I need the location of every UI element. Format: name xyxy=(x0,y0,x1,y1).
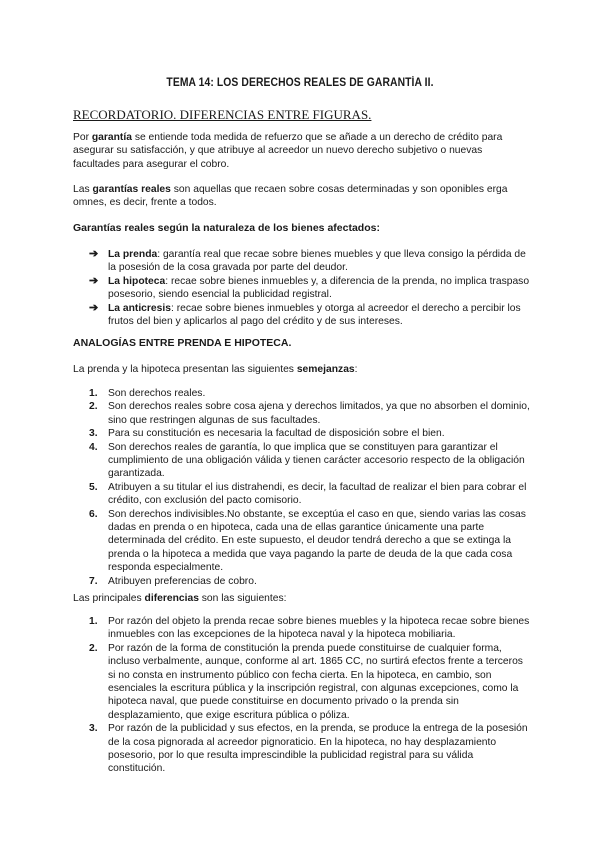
item-number: 2. xyxy=(89,642,98,654)
para2-bold-term: garantías reales xyxy=(92,184,171,195)
para1-pre: Por xyxy=(73,132,92,143)
arrow-icon: ➔ xyxy=(89,301,99,314)
garantia-text: : garantía real que recae sobre bienes muebles y que lleva consigo la pérdida de la posesión de la cosa gravada por parte del deudor. xyxy=(108,249,526,274)
analogias-heading: ANALOGÍAS ENTRE PRENDA E HIPOTECA. xyxy=(73,337,292,349)
semejanzas-list xyxy=(89,387,531,588)
semejanzas-intro-post: : xyxy=(354,364,358,375)
list-item xyxy=(89,575,531,588)
item-number: 5. xyxy=(89,481,98,493)
garantia-term: La prenda xyxy=(108,249,158,260)
garantia-term: La hipoteca xyxy=(108,275,166,287)
list-item xyxy=(89,387,531,400)
item-text: Son derechos reales sobre cosa ajena y derechos limitados, ya que no absorben el dominio, sino que restringen algunas de sus facultades. xyxy=(108,401,530,426)
item-number: 1. xyxy=(89,616,98,627)
para1-post: se entiende toda medida de refuerzo que se añade a un derecho de crédito para asegurar su satisfacción, y que atribuye al acreedor un nuevo derecho subjetivo o nuevas facultades para asegurar el cobro. xyxy=(73,132,503,170)
naturaleza-heading: Garantías reales según la naturaleza de los bienes afectados: xyxy=(73,222,380,234)
item-text: Por razón del objeto la prenda recae sobre bienes muebles y la hipoteca recae sobre bienes inmuebles con las excepciones de la hipoteca naval y la hipoteca mobiliaria. xyxy=(108,616,530,641)
item-text: Son derechos indivisibles.No obstante, se exceptúa el caso en que, siendo varias las cosas dadas en prenda o en hipoteca, cada una de ellas garantice únicamente una parte determinada del crédito. En este supuesto, el deudor tendrá derecho a que se extinga la prenda o la hipoteca a medida que vaya pagando la parte de deuda de la que cada cosa responda especialmente. xyxy=(108,508,526,574)
diferencias-intro-bold: diferencias xyxy=(144,593,199,604)
list-item xyxy=(89,275,531,302)
diferencias-list xyxy=(89,615,531,776)
diferencias-intro-post: son las siguientes: xyxy=(198,593,287,604)
item-number: 1. xyxy=(89,388,98,399)
para1-bold-term: garantía xyxy=(91,132,132,143)
semejanzas-intro-pre: La prenda y la hipoteca presentan las siguientes xyxy=(73,364,297,375)
diferencias-intro xyxy=(73,592,531,605)
paragraph-garantia xyxy=(73,131,531,171)
item-number: 4. xyxy=(89,441,98,453)
item-text: Son derechos reales. xyxy=(108,388,206,399)
list-item xyxy=(89,615,531,642)
item-number: 2. xyxy=(89,401,98,413)
item-number: 3. xyxy=(89,723,98,735)
list-item xyxy=(89,481,531,508)
list-item xyxy=(89,248,531,275)
list-item xyxy=(89,400,531,427)
recordatorio-heading: RECORDATORIO. DIFERENCIAS ENTRE FIGURAS. xyxy=(73,107,372,122)
item-text: Atribuyen preferencias de cobro. xyxy=(108,575,257,587)
item-text: Por razón de la publicidad y sus efectos, en la prenda, se produce la entrega de la posesión de la cosa pignorada al acreedor pignoraticio. En la hipoteca, no hay desplazamiento posesorio, por lo que resulta imprescindible la publicidad registral para su válida constitución. xyxy=(108,723,528,775)
paragraph-garantias-reales xyxy=(73,183,531,210)
list-item xyxy=(89,508,531,575)
item-text: Para su constitución es necesaria la facultad de disposición sobre el bien. xyxy=(108,428,445,440)
item-number: 3. xyxy=(89,428,98,440)
garantia-text: : recae sobre bienes inmuebles y otorga al acreedor el derecho a percibir los frutos del bien y aplicarlos al pago del crédito y de sus intereses. xyxy=(108,302,521,328)
semejanzas-intro-bold: semejanzas xyxy=(296,364,355,375)
semejanzas-intro xyxy=(73,363,531,376)
arrow-icon: ➔ xyxy=(89,248,99,260)
item-number: 6. xyxy=(89,508,98,520)
item-text: Son derechos reales de garantía, lo que implica que se constituyen para garantizar el cumplimiento de una obligación válida y tienen carácter accesorio respecto de la obligación garantizada. xyxy=(108,441,525,480)
list-item xyxy=(89,642,531,722)
document-title: TEMA 14: LOS DERECHOS REALES DE GARANTÍA II. xyxy=(166,77,434,89)
arrow-icon: ➔ xyxy=(89,274,99,287)
item-text: Por razón de la forma de constitución la prenda puede constituirse de cualquier forma, incluso verbalmente, aunque, conforme al art. 1865 CC, no surtirá efectos frente a terceros si no consta en instrumento público con fecha cierta. En la hipoteca, en cambio, son esenciales la escritura pública y la inscripción registral, con algunas excepciones, como la hipoteca naval, que puede constituirse en documento privado o la prenda sin desplazamiento, que exige escritura pública o póliza. xyxy=(108,642,523,721)
list-item xyxy=(89,427,531,440)
para2-pre: Las xyxy=(73,184,93,195)
item-number: 7. xyxy=(89,575,98,587)
garantia-term: La anticresis xyxy=(108,302,171,314)
diferencias-intro-pre: Las principales xyxy=(73,593,145,604)
item-text: Atribuyen a su titular el ius distrahendi, es decir, la facultad de realizar el bien para cobrar el crédito, con exclusión del pacto comisorio. xyxy=(108,481,527,507)
garantia-text: : recae sobre bienes inmuebles y, a diferencia de la prenda, no implica traspaso posesorio, siendo esencial la publicidad registral. xyxy=(108,275,530,301)
para2-post: son aquellas que recaen sobre cosas determinadas y son oponibles erga omnes, es decir, frente a todos. xyxy=(73,184,508,209)
garantias-list xyxy=(89,248,531,328)
list-item xyxy=(89,302,531,329)
list-item xyxy=(89,441,531,481)
list-item xyxy=(89,722,531,776)
